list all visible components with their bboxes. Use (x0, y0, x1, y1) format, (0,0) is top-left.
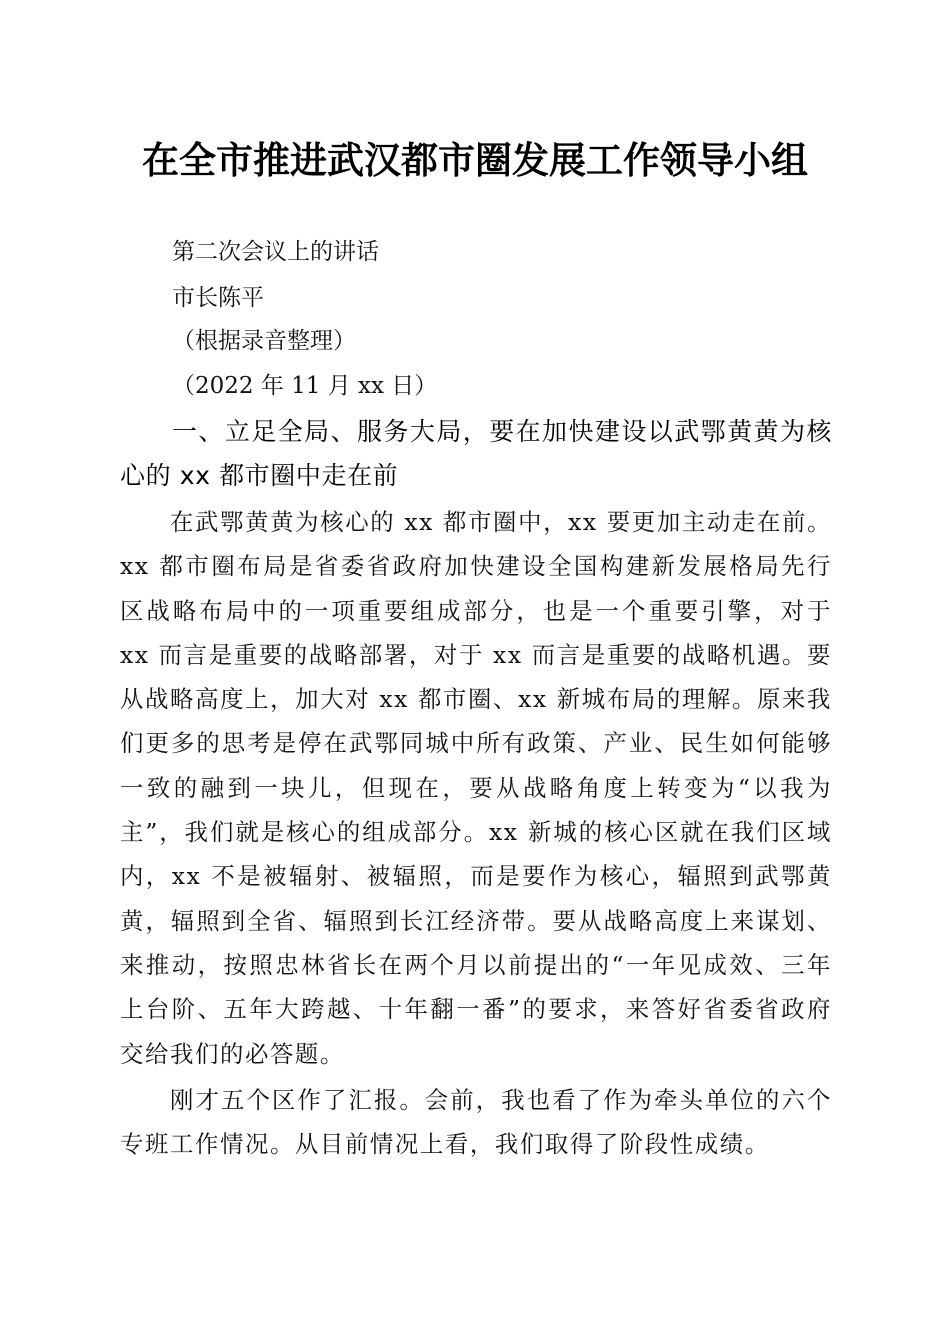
transcription-note: （根据录音整理） (172, 328, 356, 354)
document-title: 在全市推进武汉都市圈发展工作领导小组 (142, 138, 808, 182)
speech-date: （2022 年 11 月 xx 日） (172, 373, 438, 399)
speaker-line: 市长陈平 (172, 285, 264, 311)
body-paragraph: 刚才五个区作了汇报。会前，我也看了作为牵头单位的六个专班工作情况。从目前情况上看，我们取得了阶段性成绩。 (120, 1086, 832, 1159)
section-heading: 一、立足全局、服务大局，要在加快建设以武鄂黄黄为核心的 xx 都市圈中走在前 (120, 417, 832, 490)
body-paragraph: 在武鄂黄黄为核心的 xx 都市圈中，xx 要更加主动走在前。xx 都市圈布局是省委省政府加快建设全国构建新发展格局先行区战略布局中的一项重要组成部分，也是一个重要引擎，对于 xx 而言是重要的战略部署，对于 xx 而言是重要的战略机遇。要从战略高度上，加大对 xx 都市圈、xx 新城布局的理解。原来我们更多的思考是停在武鄂同城中所有政策、产业、民生如何能够一致的融到一块儿，但现在，要从战略角度上转变为“以我为主”，我们就是核心的组成部分。xx 新城的核心区就在我们区域内，xx 不是被辐射、被辐照，而是要作为核心，辐照到武鄂黄黄，辐照到全省、辐照到长江经济带。要从战略高度上来谋划、来推动，按照忠林省长在两个月以前提出的“一年见成效、三年上台阶、五年大跨越、十年翻一番”的要求，来答好省委省政府交给我们的必答题。 (120, 508, 832, 1068)
speech-subtitle: 第二次会议上的讲话 (172, 239, 379, 265)
